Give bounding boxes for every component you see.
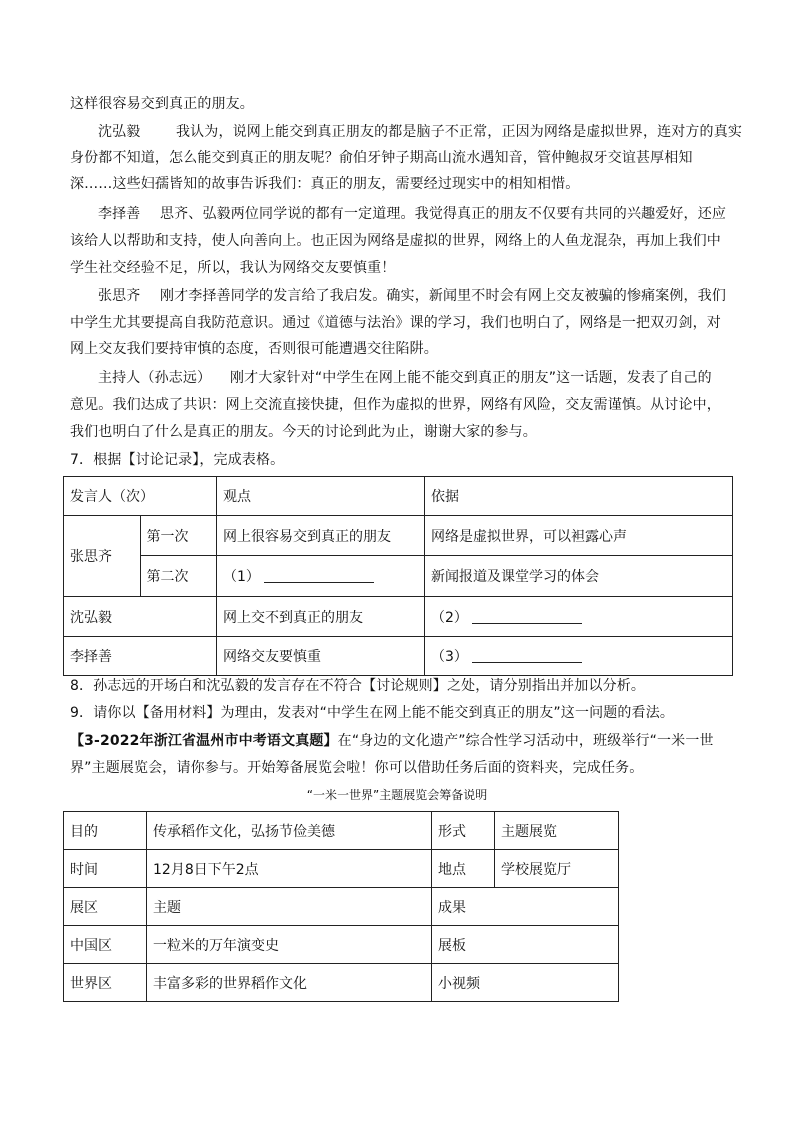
exhibition-table-caption: “一米一世界”主题展览会筹备说明 [306, 788, 488, 802]
exhibition-table [63, 811, 619, 1002]
speech-shen-line2: 身份都不知道，怎么能交到真正的朋友呢？俞伯牙钟子期高山流水遇知音，管仲鲍叔牙交谊甚厚相知 [70, 150, 693, 166]
li-basis-cell: （3） [425, 637, 733, 676]
table-row [64, 812, 619, 850]
question-3-line2: 界”主题展览会，请你参与。开始筹备展览会啦！你可以借助任务后面的资料夹，完成任务。 [70, 760, 644, 776]
table-row [64, 964, 619, 1002]
purpose-label: 目的 [64, 812, 147, 850]
li-view: 网络交友要慎重 [217, 637, 425, 676]
china-theme: 一粒米的万年演变史 [147, 926, 432, 964]
place-value: 学校展览厅 [495, 850, 619, 888]
header-speaker: 发言人（次） [64, 477, 217, 516]
speaker-zhang: 张思齐 [98, 288, 141, 304]
answer-blank-1[interactable] [264, 568, 374, 583]
world-theme: 丰富多彩的世界稻作文化 [147, 964, 432, 1002]
speech-zhang-line1: 张思齐 刚才李择善同学的发言给了我启发。确实，新闻里不时会有网上交友被骗的惨痛案例，我们 [98, 284, 758, 308]
answer-blank-3[interactable] [472, 648, 582, 663]
discussion-intro: 这样很容易交到真正的朋友。 [70, 96, 254, 112]
speech-zhang-line2: 中学生尤其要提高自我防范意识。通过《道德与法治》课的学习，我们也明白了，网络是一把双刃剑，对 [70, 315, 721, 331]
form-value: 主题展览 [495, 812, 619, 850]
question-3-line1: 【3-2022年浙江省温州市中考语文真题】在“身边的文化遗产”综合性学习活动中，班级举行“一米一世 [70, 733, 714, 749]
speech-li-line1: 李择善 思齐、弘毅两位同学说的都有一定道理。我觉得真正的朋友不仅要有共同的兴趣爱好，还应 [98, 202, 758, 226]
second-view-cell: （1） [217, 556, 425, 597]
table-row [64, 597, 733, 637]
question-9: 9．请你以【备用材料】为理由，发表对“中学生在网上能不能交到真正的朋友”这一问题的看法。 [70, 705, 675, 721]
shen-basis-cell: （2） [425, 597, 733, 637]
time-label: 时间 [64, 850, 147, 888]
speaker-shen-cell: 沈弘毅 [64, 597, 217, 637]
form-label: 形式 [432, 812, 495, 850]
shen-view: 网上交不到真正的朋友 [217, 597, 425, 637]
speaker-host: 主持人（孙志远） [98, 370, 212, 386]
second-turn: 第二次 [140, 556, 217, 597]
speaker-li: 李择善 [98, 206, 141, 222]
table-row [64, 926, 619, 964]
discussion-record-table [63, 476, 733, 676]
table-row [64, 516, 733, 556]
question-8: 8．孙志远的开场白和沈弘毅的发言存在不符合【讨论规则】之处，请分别指出并加以分析。 [70, 678, 646, 694]
first-view: 网上很容易交到真正的朋友 [217, 516, 425, 556]
china-result: 展板 [432, 926, 619, 964]
speaker-li-cell: 李择善 [64, 637, 217, 676]
china-zone: 中国区 [64, 926, 147, 964]
table-row [64, 477, 733, 516]
first-basis: 网络是虚拟世界，可以袒露心声 [425, 516, 733, 556]
purpose-value: 传承稻作文化，弘扬节俭美德 [147, 812, 432, 850]
speech-li-line3: 学生社交经验不足，所以，我认为网络交友要慎重！ [70, 260, 396, 276]
answer-blank-2[interactable] [472, 609, 582, 624]
speech-host-line2: 意见。我们达成了共识：网上交流直接快捷，但作为虚拟的世界，网络有风险，交友需谨慎。从讨论中， [70, 397, 721, 413]
speaker-shen: 沈弘毅 [98, 124, 141, 140]
zone-header: 展区 [64, 888, 147, 926]
speech-li-line2: 该给人以帮助和支持，使人向善向上。也正因为网络是虚拟的世界，网络上的人鱼龙混杂，再加上我们中 [70, 233, 721, 249]
place-label: 地点 [432, 850, 495, 888]
world-result: 小视频 [432, 964, 619, 1002]
speech-host-line1: 主持人（孙志远） 刚才大家针对“中学生在网上能不能交到真正的朋友”这一话题，发表了自己的 [98, 366, 758, 390]
header-view: 观点 [217, 477, 425, 516]
table-row [64, 637, 733, 676]
question-7: 7．根据【讨论记录】，完成表格。 [70, 452, 285, 468]
table-row [64, 850, 619, 888]
time-value: 12月8日下午2点 [147, 850, 432, 888]
header-basis: 依据 [425, 477, 733, 516]
world-zone: 世界区 [64, 964, 147, 1002]
result-header: 成果 [432, 888, 619, 926]
speech-shen-line1: 沈弘毅 我认为，说网上能交到真正朋友的都是脑子不正常，正因为网络是虚拟世界，连对方的真实 [98, 120, 758, 144]
table-row [64, 888, 619, 926]
speech-host-line3: 我们也明白了什么是真正的朋友。今天的讨论到此为止，谢谢大家的参与。 [70, 424, 537, 440]
theme-header: 主题 [147, 888, 432, 926]
first-turn: 第一次 [140, 516, 217, 556]
question-3-tag: 【3-2022年浙江省温州市中考语文真题】 [70, 733, 338, 749]
table-row [64, 556, 733, 597]
speech-zhang-line3: 网上交友我们要持审慎的态度，否则很可能遭遇交往陷阱。 [70, 341, 438, 357]
speaker-zhang-cell: 张思齐 [64, 516, 141, 597]
second-basis: 新闻报道及课堂学习的体会 [425, 556, 733, 597]
speech-shen-line3: 深……这些妇孺皆知的故事告诉我们：真正的朋友，需要经过现实中的相知相惜。 [70, 176, 580, 192]
